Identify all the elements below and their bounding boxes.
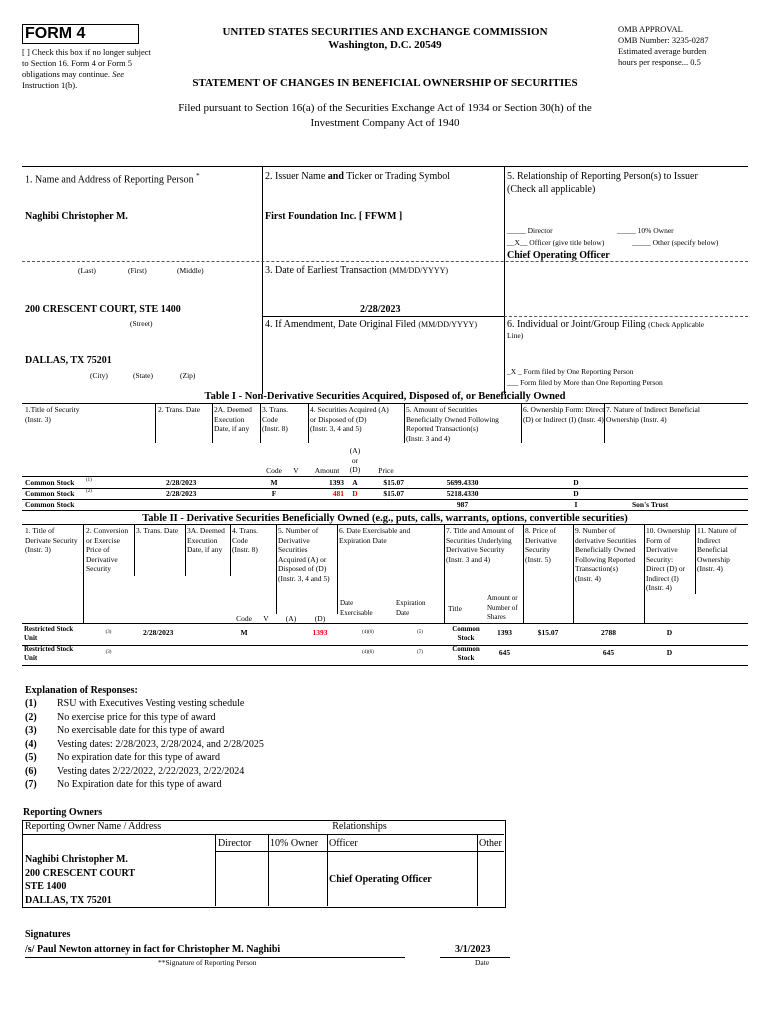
- cell-title: Common Stock: [25, 489, 75, 498]
- t2-sub-a: (A): [285, 614, 297, 623]
- owner-officer-title: Chief Operating Officer: [329, 874, 432, 885]
- t2-div-4: [230, 524, 231, 576]
- owner-city-line: DALLAS, TX 75201: [25, 894, 112, 906]
- cell-footnote: (1): [86, 478, 92, 483]
- owners-title: Reporting Owners: [23, 807, 103, 818]
- t2-sub-title: Title: [448, 604, 462, 613]
- box-divider-2: [504, 166, 505, 394]
- cell-ownership-form: D: [573, 489, 579, 498]
- cell-date: 2/28/2023: [166, 478, 197, 487]
- t1-div-4: [308, 403, 309, 443]
- footnote-number: (5): [25, 752, 37, 763]
- t2-div-6: [337, 524, 338, 614]
- t2-sub-code: Code: [236, 614, 252, 623]
- cell-title: Common Stock: [25, 500, 75, 509]
- t2-div-10: [644, 524, 645, 624]
- cell-amount: 1393: [329, 478, 344, 487]
- box6-label-note: (Check Applicable: [648, 320, 705, 329]
- t1-sub-price: Price: [378, 466, 394, 475]
- check-note-instruction: Instruction 1(b).: [22, 80, 78, 90]
- box3-label-text: 3. Date of Earliest Transaction: [265, 265, 387, 276]
- cell-ownership-form: I: [574, 500, 578, 509]
- t1-sub-bottom: [22, 476, 748, 477]
- t1-div-2a: [212, 403, 213, 443]
- t2-sub-bottom: [22, 623, 748, 624]
- t2-div-3: [134, 524, 135, 576]
- signature-label-text: Signature of Reporting Person: [165, 958, 257, 967]
- earliest-transaction-date: 2/28/2023: [360, 304, 401, 315]
- t1-div-3: [260, 403, 261, 443]
- table-row-line: [22, 645, 748, 646]
- footnote-number: (7): [25, 779, 37, 790]
- filing-option-many: ___ Form filed by More than One Reporting Person: [507, 378, 663, 387]
- box-row-divider: [22, 261, 748, 262]
- box3-label: [265, 264, 448, 277]
- t2-h-nature: 11. Nature of Indirect Beneficial Ownership (Instr. 4): [697, 526, 737, 573]
- box1-label-text: 1. Name and Address of Reporting Person: [25, 174, 194, 186]
- footnote-text: RSU with Executives Vesting vesting schedule: [57, 698, 245, 709]
- cell-underlying-title: Common Stock: [452, 625, 480, 642]
- owner-address: [25, 853, 135, 907]
- cell-date: 2/28/2023: [166, 489, 197, 498]
- footnote-number: (6): [25, 765, 37, 777]
- table2-title: [22, 513, 748, 524]
- box4-label: [265, 318, 477, 331]
- cell-owned: 2788: [601, 628, 616, 637]
- t1-sub-aord: (A) or (D): [349, 446, 361, 474]
- director-option: _____ Director: [507, 226, 553, 235]
- cell-ownership-form: D: [666, 628, 673, 637]
- cell-title: Restricted Stock Unit: [24, 645, 74, 662]
- owners-col-ten-pct: 10% Owner: [270, 838, 319, 849]
- table1-title: Table I - Non-Derivative Securities Acquired, Disposed of, or Beneficially Owned: [204, 391, 566, 402]
- signer-name: /s/ Paul Newton attorney in fact for Christopher M. Naghibi: [25, 944, 281, 955]
- t1-h-date: 2. Trans. Date: [158, 405, 201, 414]
- cell-underlying-title: Common Stock: [452, 645, 480, 662]
- table2-top: [22, 524, 748, 525]
- cell-conversion: (3): [105, 630, 112, 635]
- box3-label-fmt: (MM/DD/YYYY): [389, 266, 449, 275]
- owners-col-name: Reporting Owner Name / Address: [25, 821, 162, 832]
- t1-sub-amount: Amount: [314, 466, 340, 475]
- t1-div-2: [155, 403, 156, 443]
- cell-conversion: (3): [105, 650, 112, 655]
- reporting-person-name: Naghibi Christopher M.: [25, 211, 128, 222]
- t1-h-deemed: 2A. Deemed Execution Date, if any: [214, 405, 252, 433]
- t2-div-2: [83, 524, 84, 624]
- officer-option: __X__ Officer (give title below): [507, 238, 605, 247]
- zip-label: (Zip): [180, 371, 196, 380]
- cell-price: $15.07: [383, 489, 404, 498]
- cell-nature: Son's Trust: [632, 500, 669, 509]
- form-title: FORM 4: [22, 24, 139, 44]
- table-row-line: [22, 665, 748, 666]
- cell-footnote: (2): [86, 489, 92, 494]
- box2-label-a: 2. Issuer Name: [265, 171, 326, 182]
- owners-col-relationships: Relationships: [332, 821, 387, 832]
- cell-title: Restricted Stock Unit: [24, 625, 74, 642]
- t1-h-amount: 5. Amount of Securities Beneficially Owned Following Reported Transaction(s) (Instr. 3 and 4): [406, 405, 499, 443]
- t2-sub-date-ex: Date Exercisable: [340, 599, 373, 617]
- t1-div-6: [521, 403, 522, 443]
- t2-h-code: 4. Trans. Code (Instr. 8): [232, 526, 259, 554]
- cell-owned: 987: [456, 500, 469, 509]
- cell-ownership-form: D: [666, 648, 673, 657]
- box5-label-line-2: (Check all applicable): [507, 184, 596, 195]
- box4-label-fmt: (MM/DD/YYYY): [418, 320, 477, 329]
- cell-code: M: [270, 478, 278, 487]
- omb-line-1: OMB APPROVAL: [618, 24, 683, 34]
- box2-label: [265, 170, 450, 183]
- owners-col-3: [327, 834, 328, 906]
- box2-label-b: Ticker or Trading Symbol: [346, 171, 451, 182]
- owners-col-director: Director: [218, 838, 252, 849]
- t2-h-date: 3. Trans. Date: [136, 526, 179, 535]
- cell-a-or-d: D: [352, 489, 358, 498]
- box4-label-text: 4. If Amendment, Date Original Filed: [265, 319, 416, 330]
- cell-expiration: (5): [417, 630, 423, 635]
- state-label: (State): [133, 371, 153, 380]
- footnote-text: No expiration date for this type of award: [57, 752, 221, 763]
- officer-title: Chief Operating Officer: [507, 250, 610, 261]
- signature-label: [158, 958, 257, 968]
- check-note-see: See: [112, 69, 124, 79]
- agency-name: UNITED STATES SECURITIES AND EXCHANGE COMMISSION: [222, 26, 548, 38]
- owners-col-4: [477, 834, 478, 906]
- filed-line-1: Filed pursuant to Section 16(a) of the Securities Exchange Act of 1934 or Section 30(h) of the: [178, 102, 592, 114]
- footnote-number: (3): [25, 725, 37, 736]
- other-option: _____ Other (specify below): [632, 238, 719, 247]
- cell-date-exercisable: (4)(6): [362, 630, 374, 635]
- city-value: DALLAS, TX 75201: [25, 355, 112, 366]
- owners-row-2: [215, 851, 504, 852]
- statement-title: STATEMENT OF CHANGES IN BENEFICIAL OWNERSHIP OF SECURITIES: [192, 77, 578, 89]
- t1-h-ownership: 6. Ownership Form: Direct (D) or Indirect (I) (Instr. 4): [523, 405, 605, 424]
- t2-h-title: 1. Title of Derivate Security (Instr. 3): [25, 526, 78, 554]
- box-top-border: [22, 166, 748, 167]
- t2-h-date-exercisable: 6. Date Exercisable and Expiration Date: [339, 526, 411, 545]
- t1-h-code: 3. Trans. Code (Instr. 8): [262, 405, 289, 433]
- box1-label: [25, 170, 200, 186]
- table-row-line: [22, 510, 748, 511]
- filed-line-2: Investment Company Act of 1940: [310, 117, 460, 129]
- box5-label-line-1: 5. Relationship of Reporting Person(s) to Issuer: [507, 171, 698, 182]
- t1-h-nature: 7. Nature of Indirect Beneficial Ownership (Instr. 4): [606, 405, 700, 424]
- cell-date-exercisable: (4)(6): [362, 650, 374, 655]
- cell-amount: 481: [332, 489, 344, 498]
- check-box-note: [22, 47, 157, 91]
- street-value: 200 CRESCENT COURT, STE 1400: [25, 304, 181, 315]
- signatures-title: Signatures: [25, 929, 71, 940]
- cell-owned: 5218.4330: [446, 489, 479, 498]
- footnote-text: Vesting dates 2/22/2022, 2/22/2023, 2/22/2024: [57, 765, 245, 777]
- box3-bottom: [262, 316, 504, 317]
- t2-div-11: [695, 524, 696, 594]
- first-label: (First): [128, 266, 147, 275]
- cell-underlying-amount: 1393: [497, 628, 512, 637]
- cell-date: 2/28/2023: [143, 628, 174, 637]
- t2-h-deemed: 3A. Deemed Execution Date, if any: [187, 526, 225, 554]
- t2-div-9: [573, 524, 574, 624]
- agency-address: Washington, D.C. 20549: [328, 39, 442, 51]
- cell-price: $15.07: [383, 478, 404, 487]
- cell-title: Common Stock: [25, 478, 75, 487]
- t2-h-owned: 9. Number of derivative Securities Beneficially Owned Following Reported Transaction(s) (Instr. 4): [575, 526, 637, 583]
- filing-option-one: _X _ Form filed by One Reporting Person: [507, 367, 634, 376]
- footnote-number: (1): [25, 698, 37, 709]
- cell-owned: 645: [602, 648, 615, 657]
- owners-col-officer: Officer: [329, 838, 358, 849]
- explanation-title: Explanation of Responses:: [25, 685, 138, 696]
- cell-price: $15.07: [537, 628, 559, 637]
- agency-block: [180, 26, 590, 52]
- street-label: (Street): [130, 319, 153, 328]
- signature-date: 3/1/2023: [455, 944, 491, 955]
- t1-sub-code: Code: [266, 466, 282, 475]
- cell-ownership-form: D: [573, 478, 579, 487]
- cell-expiration: (7): [417, 650, 423, 655]
- t2-div-5: [276, 524, 277, 614]
- ten-pct-owner-option: _____ 10% Owner: [617, 226, 674, 235]
- t2-div-8: [523, 524, 524, 624]
- t2-sub-amount: Amount or Number of Shares: [487, 594, 518, 621]
- owners-col-1: [215, 834, 216, 906]
- table1-top: [22, 403, 748, 404]
- owners-col-other: Other: [479, 838, 502, 849]
- owners-row-1: [22, 834, 504, 835]
- owners-col-2: [268, 834, 269, 906]
- t2-sub-exp: Expiration Date: [396, 599, 426, 617]
- footnote-text: No exercise price for this type of award: [57, 711, 216, 723]
- check-note-text: [ ] Check this box if no longer subject to Section 16. Form 4 or Form 5 obligations may continue.: [22, 47, 151, 79]
- table2-title-text: Table II - Derivative Securities Beneficially Owned (e.g., puts, calls, warrants, options, convertible securities): [142, 513, 628, 524]
- box5-bottom: [504, 316, 748, 317]
- omb-line-3: Estimated average burden: [618, 46, 707, 56]
- filed-pursuant: [140, 101, 630, 131]
- box2-label-and: and: [327, 171, 344, 182]
- t1-div-5: [404, 403, 405, 443]
- t2-h-number: 5. Number of Derivative Securities Acquired (A) or Disposed of (D) (Instr. 3, 4 and 5): [278, 526, 330, 583]
- box6-label: [507, 318, 747, 340]
- last-label: (Last): [78, 266, 96, 275]
- owner-street-line: 200 CRESCENT COURT: [25, 867, 136, 879]
- t2-sub-d: (D): [314, 614, 326, 623]
- t2-div-7: [444, 524, 445, 624]
- t2-h-conversion: 2. Conversion or Exercise Price of Derivative Security: [86, 526, 129, 573]
- owner-name-line: Naghibi Christopher M.: [25, 854, 128, 865]
- box1-label-mark: *: [196, 172, 200, 180]
- city-label: (City): [90, 371, 108, 380]
- footnote-text: No Expiration date for this type of award: [57, 779, 222, 790]
- box5-label: [507, 170, 747, 196]
- t2-h-ownership-form: 10. Ownership Form of Derivative Security: Direct (D) or Indirect (I) (Instr. 4): [646, 526, 691, 592]
- omb-approval: [618, 24, 758, 68]
- t2-h-underlying: 7. Title and Amount of Securities Underlying Derivative Security (Instr. 3 and 4): [446, 526, 515, 564]
- issuer-name: First Foundation Inc. [ FFWM ]: [265, 211, 403, 222]
- t2-h-price: 8. Price of Derivative Security (Instr. 5): [525, 526, 557, 564]
- footnote-text: Vesting dates: 2/28/2023, 2/28/2024, and 2/28/2025: [57, 738, 264, 750]
- cell-a-or-d: A: [352, 478, 358, 487]
- t1-h-acquired: 4. Securities Acquired (A) or Disposed of (D) (Instr. 3, 4 and 5): [310, 405, 389, 433]
- footnote-number: (4): [25, 738, 37, 750]
- signature-label-mark: **: [158, 958, 166, 967]
- t1-h-title: 1.Title of Security (Instr. 3): [25, 405, 80, 424]
- t1-sub-v: V: [293, 466, 299, 475]
- omb-line-4: hours per response... 0.5: [618, 57, 701, 67]
- cell-disposed: 1393: [312, 628, 328, 637]
- middle-label: (Middle): [177, 266, 204, 275]
- cell-underlying-amount: 645: [498, 648, 511, 657]
- t2-div-3a: [185, 524, 186, 576]
- footnote-number: (2): [25, 711, 37, 723]
- box-divider-1: [262, 166, 263, 394]
- box6-label-note-2: Line): [507, 331, 524, 340]
- cell-owned: 5699.4330: [446, 478, 479, 487]
- footnote-text: No exercisable date for this type of award: [57, 725, 225, 736]
- omb-line-2: OMB Number: 3235-0287: [618, 35, 709, 45]
- t2-sub-v: V: [263, 614, 269, 623]
- cell-code: F: [271, 489, 277, 498]
- box6-label-text: 6. Individual or Joint/Group Filing: [507, 319, 646, 330]
- cell-code: M: [240, 628, 248, 637]
- owner-suite-line: STE 1400: [25, 881, 67, 892]
- date-label: Date: [475, 958, 490, 967]
